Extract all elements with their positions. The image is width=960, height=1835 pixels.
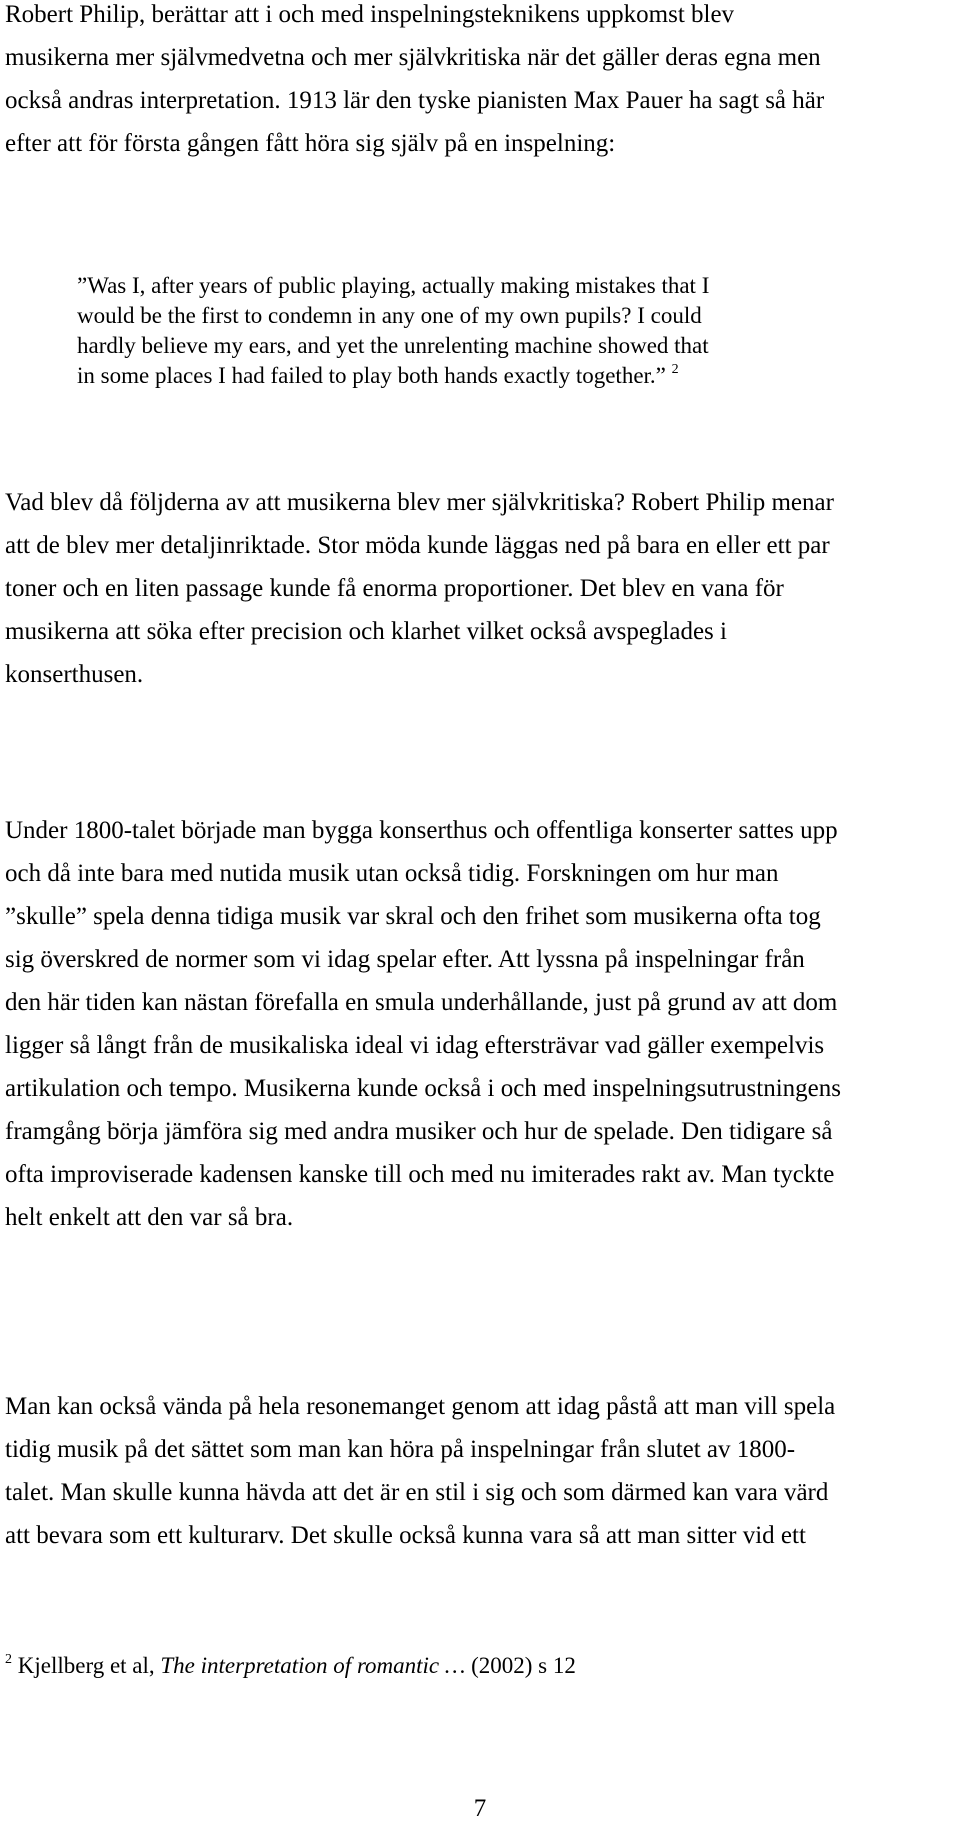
text-line: att bevara som ett kulturarv. Det skulle också kunna vara så att man sitter vid ett	[5, 1522, 806, 1549]
footnote-reference: 2	[671, 362, 679, 377]
text-line: Vad blev då följderna av att musikerna blev mer självkritiska? Robert Philip menar	[5, 489, 834, 516]
footnote-citation: (2002) s 12	[471, 1653, 576, 1678]
text-line: artikulation och tempo. Musikerna kunde också i och med inspelningsutrustningens	[5, 1075, 841, 1102]
text-line: ligger så långt från de musikaliska ideal vi idag eftersträvar vad gäller exempelvis	[5, 1032, 825, 1059]
text-line: Robert Philip, berättar att i och med inspelningsteknikens uppkomst blev	[5, 1, 735, 28]
footnote-number: 2	[5, 1652, 12, 1667]
text-line: tidig musik på det sättet som man kan höra på inspelningar från slutet av 1800-	[5, 1436, 796, 1463]
text-line: musikerna mer självmedvetna och mer självkritiska när det gäller deras egna men	[5, 44, 821, 71]
quote-line: hardly believe my ears, and yet the unrelenting machine showed that	[77, 333, 709, 358]
text-line: konserthusen.	[5, 661, 144, 688]
footnote-title: The interpretation of romantic …	[160, 1653, 466, 1678]
text-line: och då inte bara med nutida musik utan också tidig. Forskningen om hur man	[5, 860, 779, 887]
quote-line: ”Was I, after years of public playing, actually making mistakes that I	[77, 273, 710, 298]
text-line: helt enkelt att den var så bra.	[5, 1204, 294, 1231]
text-line: musikerna att söka efter precision och klarhet vilket också avspeglades i	[5, 618, 727, 645]
text-line: toner och en liten passage kunde få enorma proportioner. Det blev en vana för	[5, 575, 784, 602]
text-line: sig överskred de normer som vi idag spelar efter. Att lyssna på inspelningar från	[5, 946, 805, 973]
page-number: 7	[473, 1795, 487, 1822]
text-line: talet. Man skulle kunna hävda att det är en stil i sig och som därmed kan vara värd	[5, 1479, 829, 1506]
text-line: ofta improviserade kadensen kanske till och med nu imiterades rakt av. Man tyckte	[5, 1161, 835, 1188]
quote-line: would be the first to condemn in any one of my own pupils? I could	[77, 303, 702, 328]
text-line: framgång börja jämföra sig med andra musiker och hur de spelade. Den tidigare så	[5, 1118, 833, 1145]
text-line: också andras interpretation. 1913 lär den tyske pianisten Max Pauer ha sagt så här	[5, 87, 825, 114]
text-line: den här tiden kan nästan förefalla en smula underhållande, just på grund av att dom	[5, 989, 838, 1016]
footnote-author: Kjellberg et al,	[17, 1653, 155, 1678]
text-line: efter att för första gången fått höra sig själv på en inspelning:	[5, 130, 616, 157]
quote-line-text: in some places I had failed to play both hands exactly together.”	[77, 363, 666, 388]
text-line: Under 1800-talet började man bygga konserthus och offentliga konserter sattes upp	[5, 817, 838, 844]
text-line: att de blev mer detaljinriktade. Stor möda kunde läggas ned på bara en eller ett par	[5, 532, 830, 559]
text-line: ”skulle” spela denna tidiga musik var skral och den frihet som musikerna ofta tog	[5, 903, 821, 930]
text-line: Man kan också vända på hela resonemanget genom att idag påstå att man vill spela	[5, 1393, 836, 1420]
quote-line-last	[77, 362, 679, 394]
footnote	[5, 1651, 576, 1685]
